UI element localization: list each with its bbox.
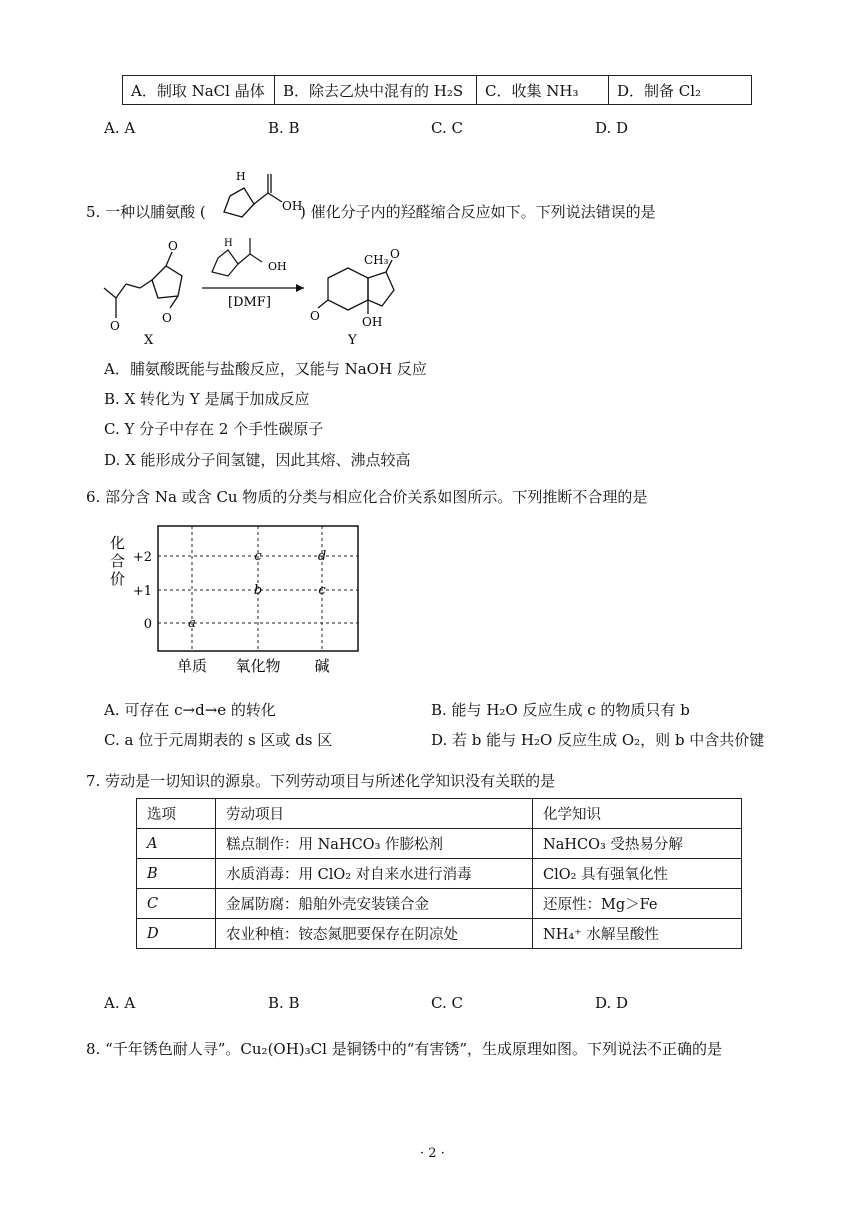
reaction-scheme: [96, 228, 456, 348]
arrow-oh: OH: [268, 260, 287, 273]
x-o-bottom: O: [162, 311, 172, 325]
chart-tick-label: +1: [132, 584, 152, 599]
chart-point-label: c: [318, 583, 326, 598]
chart-tick-label: 0: [143, 617, 152, 632]
table-row: [137, 919, 742, 949]
q7-row-b-labor: 水质消毒：用 ClO₂ 对自来水进行消毒: [216, 859, 533, 889]
q5-stem-end: ) 催化分子内的羟醛缩合反应如下。下列说法错误的是: [300, 203, 656, 221]
q5-option-d[interactable]: D. X 能形成分子间氢键，因此其熔、沸点较高: [104, 451, 411, 469]
q4-option-b[interactable]: B. B: [268, 119, 300, 137]
chart-category-label: 碱: [314, 657, 330, 675]
q6-option-c[interactable]: C. a 位于元周期表的 s 区或 ds 区: [104, 731, 333, 749]
q4-option-c[interactable]: C. C: [431, 119, 463, 137]
x-label: X: [144, 333, 154, 348]
reaction-arrow: [202, 238, 304, 310]
q7-row-b-option: B: [137, 859, 216, 889]
table-row: [137, 829, 742, 859]
reagent-dmf: [DMF]: [228, 295, 271, 310]
x-o-left: O: [110, 319, 120, 333]
q4-table: [122, 75, 752, 105]
q7-option-a[interactable]: A. A: [104, 994, 136, 1012]
q7-row-b-knowledge: ClO₂ 具有强氧化性: [533, 859, 742, 889]
q7-row-c-knowledge: 还原性：Mg＞Fe: [533, 889, 742, 919]
q7-row-c-option: C: [137, 889, 216, 919]
page-number: · 2 ·: [420, 1146, 445, 1161]
q7-row-a-knowledge: NaHCO₃ 受热易分解: [533, 829, 742, 859]
q4-cell-a: A．制取 NaCl 晶体: [123, 76, 275, 105]
chart-ylabel-1: 化: [110, 534, 126, 552]
chart-tick-label: +2: [132, 550, 152, 565]
x-o-top: O: [168, 239, 178, 253]
chart-point-label: b: [253, 583, 263, 598]
q6-option-d[interactable]: D. 若 b 能与 H₂O 反应生成 O₂，则 b 中含共价键: [431, 731, 765, 749]
q7-option-c[interactable]: C. C: [431, 994, 463, 1012]
q7-row-d-option: D: [137, 919, 216, 949]
chart-category-label: 单质: [176, 657, 208, 675]
table-row: [137, 889, 742, 919]
q7-header-labor: 劳动项目: [216, 799, 533, 829]
table-row: [137, 859, 742, 889]
chart-ylabel-3: 价: [110, 570, 126, 588]
q4-option-d[interactable]: D. D: [595, 119, 629, 137]
chart-ylabel-2: 合: [110, 552, 126, 570]
arrow-nh: H: [224, 238, 233, 249]
proline-structure: [212, 160, 304, 218]
y-o-left: O: [310, 309, 320, 323]
q7-row-a-option: A: [137, 829, 216, 859]
chart-point-label: d: [317, 549, 327, 564]
q7-stem: 7. 劳动是一切知识的源泉。下列劳动项目与所述化学知识没有关联的是: [86, 772, 556, 790]
q5-option-c[interactable]: C. Y 分子中存在 2 个手性碳原子: [104, 420, 324, 438]
molecule-x: [104, 239, 182, 348]
q7-table: [136, 798, 742, 949]
q7-header-row: [137, 799, 742, 829]
q7-header-knowledge: 化学知识: [533, 799, 742, 829]
y-o-ketone: O: [390, 247, 400, 261]
q7-option-d[interactable]: D. D: [595, 994, 629, 1012]
y-label: Y: [348, 333, 357, 348]
q4-cell-c: C．收集 NH₃: [477, 76, 609, 105]
chart-point-label: a: [188, 616, 196, 631]
q7-row-a-labor: 糕点制作：用 NaHCO₃ 作膨松剂: [216, 829, 533, 859]
q5-stem-start: 5. 一种以脯氨酸 (: [86, 203, 206, 221]
q6-option-b[interactable]: B. 能与 H₂O 反应生成 c 的物质只有 b: [431, 701, 690, 719]
q4-option-a[interactable]: A. A: [104, 119, 136, 137]
q5-option-b[interactable]: B. X 转化为 Y 是属于加成反应: [104, 390, 310, 408]
molecule-y: [310, 247, 400, 348]
chart-category-label: 氧化物: [235, 657, 281, 675]
y-ch3: CH₃: [364, 253, 389, 267]
q7-row-c-labor: 金属防腐：船舶外壳安装镁合金: [216, 889, 533, 919]
q7-header-option: 选项: [137, 799, 216, 829]
q5-option-a[interactable]: A．脯氨酸既能与盐酸反应，又能与 NaOH 反应: [104, 360, 427, 378]
valence-chart: [100, 520, 370, 680]
chart-point-label: c: [254, 549, 262, 564]
q6-option-a[interactable]: A. 可存在 c→d→e 的转化: [104, 701, 276, 719]
proline-oh: OH: [282, 199, 303, 213]
y-oh: OH: [362, 315, 383, 329]
q4-cell-d: D．制备 Cl₂: [609, 76, 752, 105]
q7-row-d-labor: 农业种植：铵态氮肥要保存在阴凉处: [216, 919, 533, 949]
proline-nh: H: [236, 170, 246, 183]
q7-option-b[interactable]: B. B: [268, 994, 300, 1012]
q7-row-d-knowledge: NH₄⁺ 水解呈酸性: [533, 919, 742, 949]
q4-cell-b: B．除去乙炔中混有的 H₂S: [275, 76, 477, 105]
q6-stem: 6. 部分含 Na 或含 Cu 物质的分类与相应化合价关系如图所示。下列推断不合理的是: [86, 488, 648, 506]
q8-stem: 8. “千年锈色耐人寻”。Cu₂(OH)₃Cl 是铜锈中的“有害锈”，生成原理如图。下列说法不正确的是: [86, 1040, 723, 1058]
